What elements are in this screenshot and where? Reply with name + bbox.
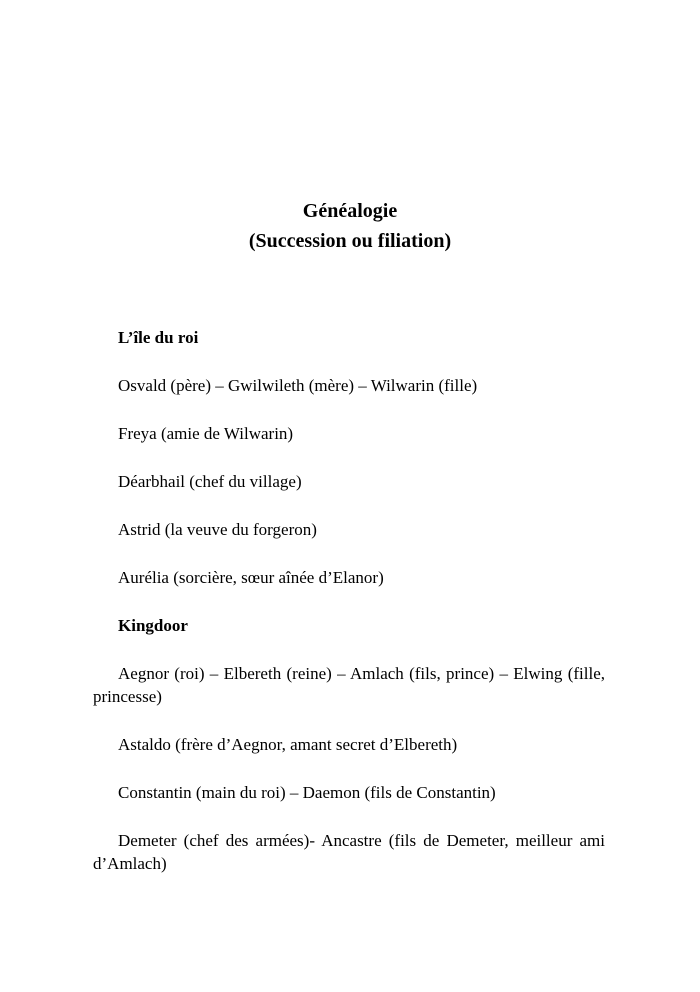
- entry-demeter: Demeter (chef des armées)- Ancastre (fils de Demeter, meilleur ami d’Amlach): [93, 831, 605, 873]
- entry-constantin: Constantin (main du roi) – Daemon (fils de Constantin): [118, 783, 496, 802]
- entry-astaldo: Astaldo (frère d’Aegnor, amant secret d’Elbereth): [118, 735, 458, 754]
- genealogy-content: [93, 326, 605, 900]
- title-line-1: Généalogie: [302, 200, 398, 222]
- entry-osvald: Osvald (père) – Gwilwileth (mère) – Wilwarin (fille): [118, 376, 478, 395]
- section-heading-kingdoor: Kingdoor: [118, 616, 188, 635]
- entry-aurelia: Aurélia (sorcière, sœur aînée d’Elanor): [118, 568, 384, 587]
- entry-freya: Freya (amie de Wilwarin): [118, 424, 294, 443]
- title-line-2: (Succession ou filiation): [248, 230, 452, 252]
- entry-aegnor: Aegnor (roi) – Elbereth (reine) – Amlach (fils, prince) – Elwing (fille, princesse): [93, 664, 605, 706]
- entry-astrid: Astrid (la veuve du forgeron): [118, 520, 317, 539]
- entry-dearbhail: Déarbhail (chef du village): [118, 472, 302, 491]
- section-heading-ile: L’île du roi: [118, 328, 199, 347]
- page-title: [0, 196, 700, 256]
